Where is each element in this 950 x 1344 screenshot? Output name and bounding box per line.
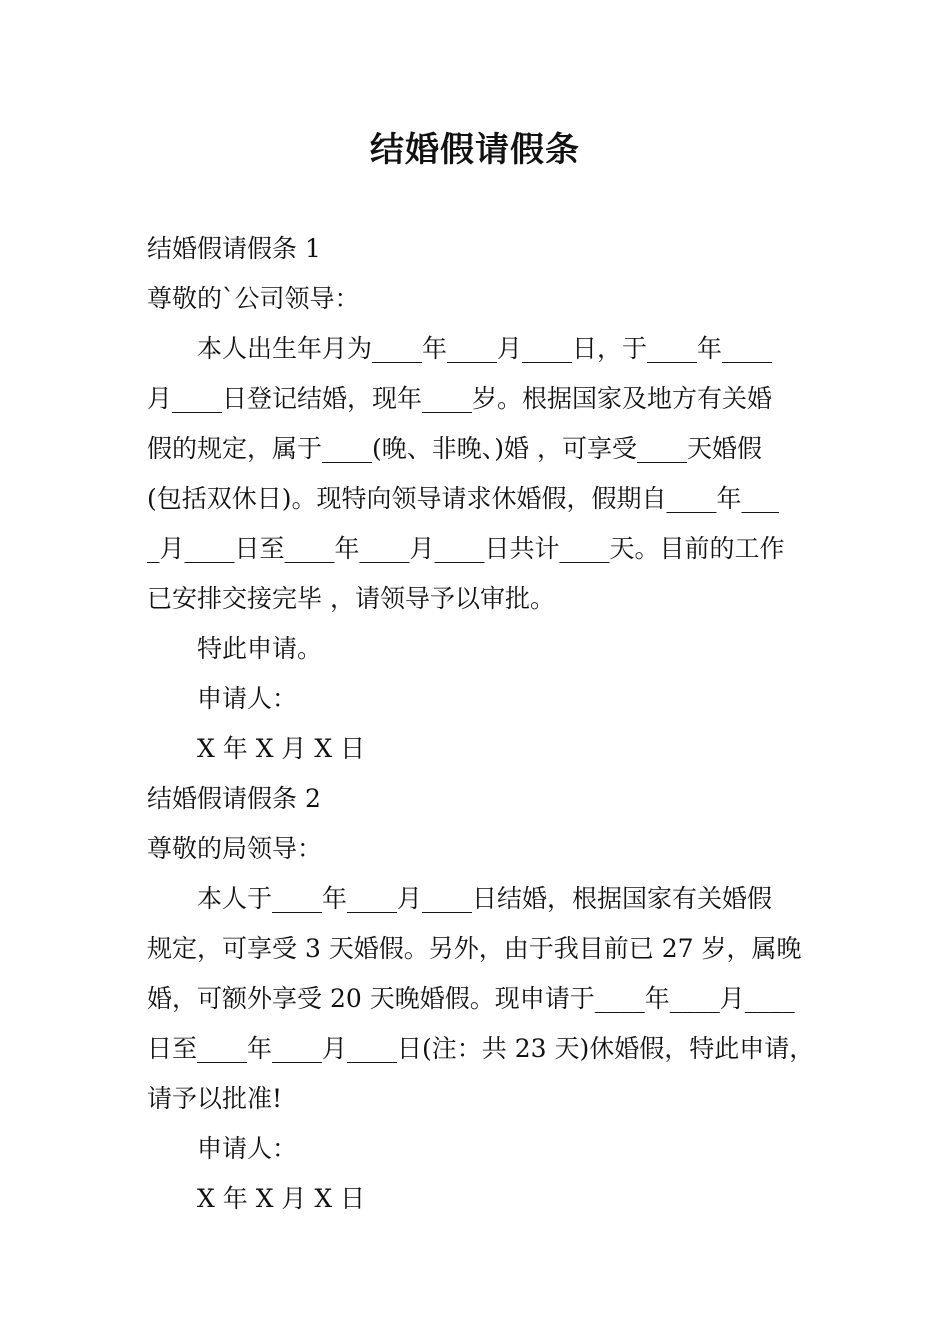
document-title: 结婚假请假条 (370, 130, 580, 170)
section-heading-2: 结婚假请假条 2 (147, 784, 321, 813)
body-line: 已安排交接完毕 ，请领导予以审批。 (147, 584, 555, 613)
section-heading-1: 结婚假请假条 1 (147, 234, 321, 263)
applicant-label: 申请人： (197, 1134, 298, 1163)
document-body (147, 224, 815, 1224)
body-line: 日至____年____月____日(注：共 23 天)休婚假，特此申请， (147, 1034, 815, 1063)
applicant-label: 申请人： (197, 684, 298, 713)
body-line: 本人出生年月为____年____月____日，于____年____ (197, 334, 773, 363)
closing-line: 特此申请。 (197, 634, 323, 663)
date-line: X 年 X 月 X 日 (197, 734, 366, 763)
body-line: 本人于____年____月____日结婚，根据国家有关婚假 (197, 884, 773, 913)
body-line: 规定，可享受 3 天婚假。另外，由于我目前已 27 岁，属晚 (147, 934, 802, 963)
body-line: 假的规定，属于____(晚、非晚、)婚 ，可享受____天婚假 (147, 434, 762, 463)
body-line: 月____日登记结婚，现年____岁。根据国家及地方有关婚 (147, 384, 773, 413)
salutation-1: 尊敬的`公司领导： (147, 284, 360, 313)
date-line: X 年 X 月 X 日 (197, 1184, 366, 1213)
body-line: _月____日至____年____月____日共计____天。目前的工作 (147, 534, 785, 563)
body-line: 婚，可额外享受 20 天晚婚假。现申请于____年____月____ (147, 984, 795, 1013)
salutation-2: 尊敬的局领导： (147, 834, 323, 863)
body-line: 请予以批准! (147, 1084, 283, 1113)
body-line: (包括双休日)。现特向领导请求休婚假，假期自____年___ (147, 484, 780, 513)
